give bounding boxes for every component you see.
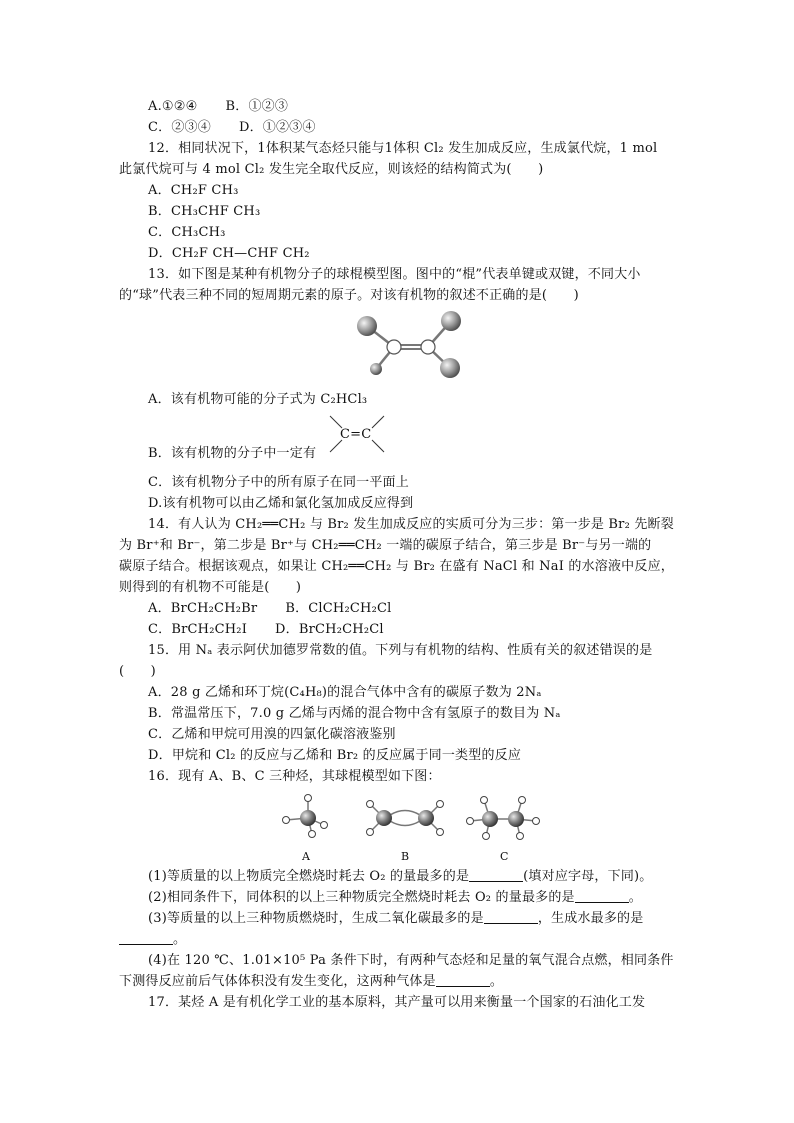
q12-option-b: B．CH₃CHF CH₃ <box>148 204 261 219</box>
q14-stem-line2: 为 Br⁺和 Br⁻，第二步是 Br⁺与 CH₂══CH₂ 一端的碳原子结合，第三步是 Br⁻与另一端的 <box>119 538 652 553</box>
q11-option-a: A.①②④ <box>148 99 198 114</box>
q13-stem-line2: 的“球”代表三种不同的短周期元素的原子。对该有机物的叙述不正确的是( ) <box>119 288 579 303</box>
q16-part3-suffix: 。 <box>173 932 187 947</box>
q16-model-a-methane <box>283 795 328 838</box>
q16-part4-text: 下测得反应前后气体体积没有发生变化，这两种气体是 <box>119 974 436 989</box>
q16-stem: 16．现有 A、B、C 三种烃，其球棍模型如下图： <box>148 769 441 784</box>
q16-part2-blank[interactable] <box>575 890 629 903</box>
q16-part3-blank2[interactable] <box>119 932 173 945</box>
q13-small-atom <box>370 363 382 375</box>
q13-cc-double-bond-structure <box>326 412 388 456</box>
q13-option-a: A．该有机物可能的分子式为 C₂HCl₃ <box>148 392 368 407</box>
q15-option-c: C．乙烯和甲烷可用溴的四氯化碳溶液鉴别 <box>148 727 396 742</box>
q14-option-d: D．BrCH₂CH₂Cl <box>275 622 384 637</box>
q16-part3 <box>148 910 643 927</box>
q16-part3-text: (3)等质量的以上三种物质燃烧时，生成二氧化碳最多的是 <box>148 911 484 926</box>
q13-carbon-atom-2 <box>421 340 435 354</box>
q12-option-a: A．CH₂F CH₃ <box>148 183 239 198</box>
q13-option-c: C．该有机物分子中的所有原子在同一平面上 <box>148 475 409 490</box>
q16-part2-suffix: 。 <box>628 890 642 905</box>
q13-stem-line1: 13．如下图是某种有机物分子的球棍模型图。图中的“棍”代表单键或双键，不同大小 <box>148 267 641 282</box>
q14-options-row1 <box>148 600 391 617</box>
q14-option-a: A．BrCH₂CH₂Br <box>148 601 258 616</box>
q13-large-atom-1 <box>357 316 377 336</box>
q16-part1-suffix: (填对应字母，下同)。 <box>523 869 653 884</box>
q14-stem-line1: 14．有人认为 CH₂══CH₂ 与 Br₂ 发生加成反应的实质可分为三步：第一步是 Br₂ 先断裂 <box>148 517 674 532</box>
q11-option-c: C．②③④ <box>148 120 211 135</box>
q16-part4-suffix: 。 <box>489 974 504 989</box>
q12-option-c: C．CH₃CH₃ <box>148 225 226 240</box>
q12-option-d: D．CH₂F CH—CHF CH₂ <box>148 246 310 261</box>
q13-large-atom-2 <box>441 311 461 331</box>
q16-part4-blank[interactable] <box>436 974 490 987</box>
q15-stem-line2: ( ) <box>119 664 156 679</box>
q16-part4-line1: (4)在 120 ℃、1.01×10⁵ Pa 条件下时，有两种气态烃和足量的氧气混合点燃，相同条件 <box>148 953 674 968</box>
q13-carbon-atom-1 <box>387 340 401 354</box>
q16-label-c: C <box>500 850 509 863</box>
q13-option-d: D.该有机物可以由乙烯和氯化氢加成反应得到 <box>148 496 414 511</box>
q14-options-row2 <box>148 621 384 638</box>
q11-options-row1 <box>148 98 288 115</box>
q11-option-d: D．①②③④ <box>238 120 316 135</box>
q15-option-b: B．常温常压下，7.0 g 乙烯与丙烯的混合物中含有氢原子的数目为 Nₐ <box>148 706 561 721</box>
q12-stem-line2: 此氯代烷可与 4 mol Cl₂ 发生完全取代反应，则该烃的结构简式为( ) <box>119 162 544 177</box>
q13-cc-label: C=C <box>340 427 372 442</box>
q16-ball-stick-models <box>272 790 552 858</box>
q11-option-b: B．①②③ <box>225 99 289 114</box>
q13-option-b: B．该有机物的分子中一定有 <box>148 446 317 461</box>
q16-part1-text: (1)等质量的以上物质完全燃烧时耗去 O₂ 的量最多的是 <box>148 869 470 884</box>
q14-option-b: B．ClCH₂CH₂Cl <box>285 601 392 616</box>
q16-part1 <box>148 868 653 885</box>
q15-option-a: A．28 g 乙烯和环丁烷(C₄H₈)的混合气体中含有的碳原子数为 2Nₐ <box>148 685 542 700</box>
q16-part1-blank[interactable] <box>469 869 523 882</box>
q16-label-a: A <box>302 850 310 863</box>
q16-model-b-ethylene <box>367 801 444 836</box>
q17-stem-line1: 17．某烃 A 是有机化学工业的基本原料，其产量可以用来衡量一个国家的石油化工发 <box>148 995 646 1010</box>
q16-part4-line2 <box>119 973 503 990</box>
q16-model-c-ethane <box>467 797 540 840</box>
q14-stem-line4: 则得到的有机物不可能是( ) <box>119 580 302 595</box>
q16-part2 <box>148 889 642 906</box>
q15-stem-line1: 15．用 Nₐ 表示阿伏加德罗常数的值。下列与有机物的结构、性质有关的叙述错误的是 <box>148 643 653 658</box>
q14-option-c: C．BrCH₂CH₂I <box>148 622 248 637</box>
q13-ball-stick-model <box>350 308 470 380</box>
q16-part3-cont <box>119 931 186 948</box>
q16-part3-mid: ，生成水最多的是 <box>537 911 644 926</box>
q16-part2-text: (2)相同条件下，同体积的以上三种物质完全燃烧时耗去 O₂ 的量最多的是 <box>148 890 575 905</box>
q13-large-atom-3 <box>440 358 460 378</box>
q14-stem-line3: 碳原子结合。根据该观点，如果让 CH₂══CH₂ 与 Br₂ 在盛有 NaCl 和 NaI 的水溶液中反应， <box>119 559 674 574</box>
q12-stem-line1: 12．相同状况下，1体积某气态烃只能与1体积 Cl₂ 发生加成反应，生成氯代烷，1 mol <box>148 141 658 156</box>
q15-option-d: D．甲烷和 Cl₂ 的反应与乙烯和 Br₂ 的反应属于同一类型的反应 <box>148 748 522 763</box>
q11-options-row2 <box>148 119 316 136</box>
q16-part3-blank1[interactable] <box>484 911 538 924</box>
q16-label-b: B <box>401 850 410 863</box>
